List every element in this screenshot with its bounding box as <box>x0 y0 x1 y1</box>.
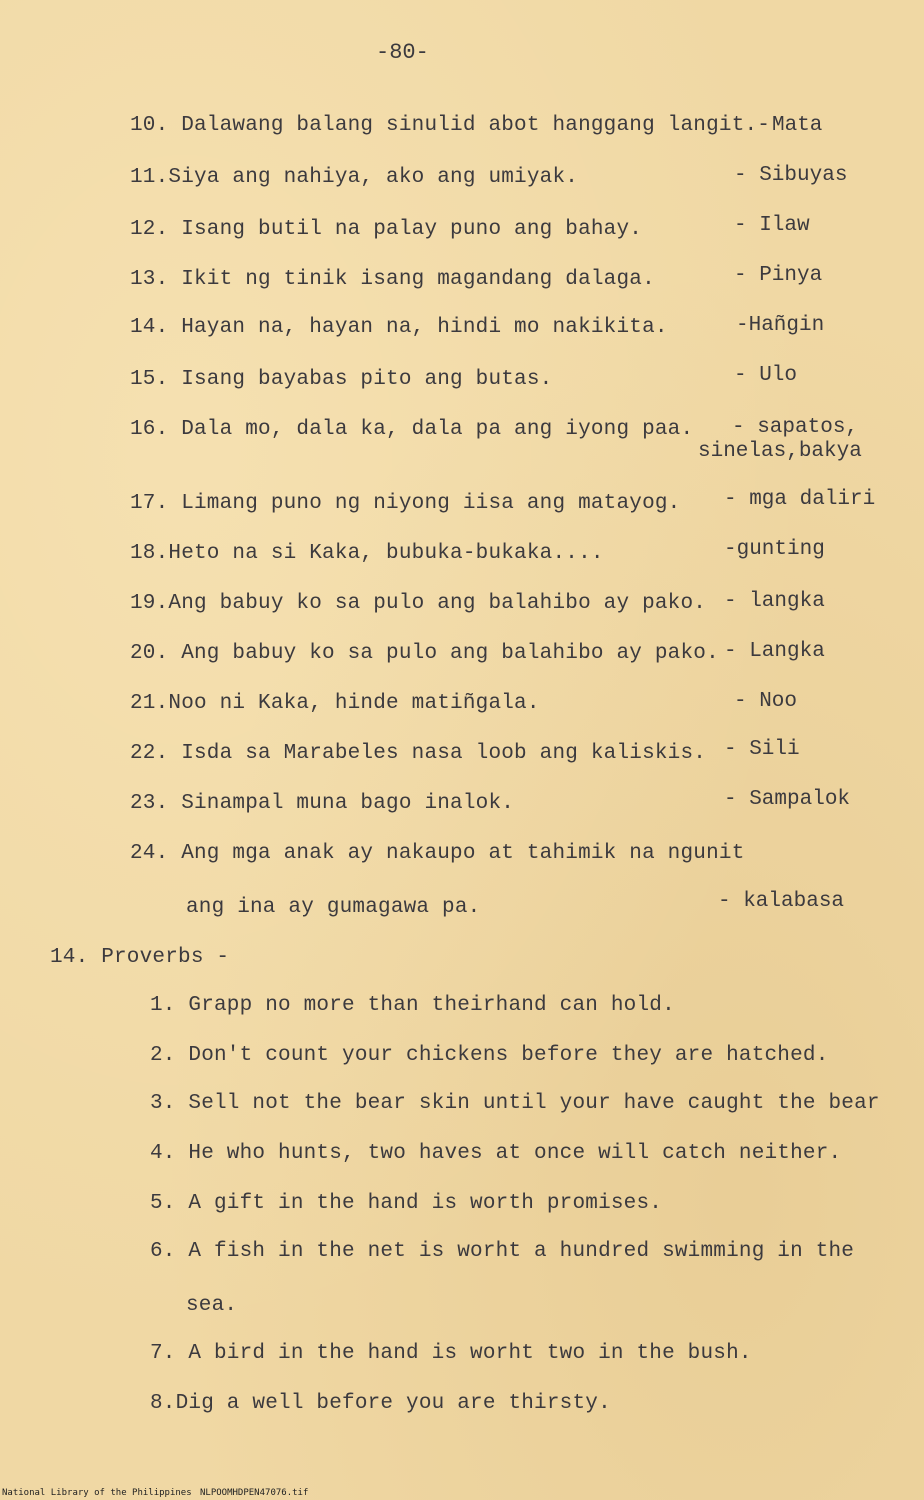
riddle-23-text: 23. Sinampal muna bago inalok. <box>130 792 515 815</box>
riddle-24-text-cont: ang ina ay gumagawa pa. <box>186 896 481 919</box>
riddle-16-answer-cont: sinelas,bakya <box>698 440 862 463</box>
riddle-21-text: 21.Noo ni Kaka, hinde matiñgala. <box>130 692 540 715</box>
riddle-13-answer: - Pinya <box>734 264 823 287</box>
riddle-14-answer: -Hañgin <box>736 314 825 337</box>
proverb-4: 4. He who hunts, two haves at once will catch neither. <box>150 1142 842 1165</box>
riddle-19-text: 19.Ang babuy ko sa pulo ang balahibo ay pako. <box>130 592 707 615</box>
riddle-18-text: 18.Heto na si Kaka, bubuka-bukaka.... <box>130 542 604 565</box>
riddle-10-answer: Mata <box>772 114 823 137</box>
footer-library: National Library of the Philippines <box>2 1488 192 1498</box>
riddle-14-text: 14. Hayan na, hayan na, hindi mo nakikita. <box>130 316 668 339</box>
riddle-15-answer: - Ulo <box>734 364 798 387</box>
page-number: -80- <box>376 40 429 65</box>
riddle-19-answer: - langka <box>724 590 825 613</box>
proverbs-heading: 14. Proverbs - <box>50 946 230 969</box>
riddle-15-text: 15. Isang bayabas pito ang butas. <box>130 368 553 391</box>
riddle-11-answer: - Sibuyas <box>734 164 848 187</box>
riddle-12-text: 12. Isang butil na palay puno ang bahay. <box>130 218 643 241</box>
riddle-17-text: 17. Limang puno ng niyong iisa ang matayog. <box>130 492 681 515</box>
proverb-7: 7. A bird in the hand is worht two in the bush. <box>150 1342 752 1365</box>
proverb-1: 1. Grapp no more than theirhand can hold. <box>150 994 675 1017</box>
riddle-21-answer: - Noo <box>734 690 798 713</box>
riddle-24-text: 24. Ang mga anak ay nakaupo at tahimik na ngunit <box>130 842 745 865</box>
proverb-6: 6. A fish in the net is worht a hundred swimming in the <box>150 1240 855 1263</box>
riddle-20-text: 20. Ang babuy ko sa pulo ang balahibo ay pako. <box>130 642 719 665</box>
proverb-2: 2. Don't count your chickens before they are hatched. <box>150 1044 829 1067</box>
riddle-18-answer: -gunting <box>724 538 825 561</box>
riddle-20-answer: - Langka <box>724 640 825 663</box>
riddle-13-text: 13. Ikit ng tinik isang magandang dalaga. <box>130 268 655 291</box>
riddle-24-answer: - kalabasa <box>718 890 845 913</box>
riddle-22-answer: - Sili <box>724 738 800 761</box>
riddle-16-text: 16. Dala mo, dala ka, dala pa ang iyong paa. <box>130 418 694 441</box>
riddle-17-answer: - mga daliri <box>724 488 876 511</box>
riddle-22-text: 22. Isda sa Marabeles nasa loob ang kaliskis. <box>130 742 707 765</box>
footer-filename: NLPOOMHDPEN47076.tif <box>200 1488 309 1498</box>
proverb-8: 8.Dig a well before you are thirsty. <box>150 1392 611 1415</box>
riddle-23-answer: - Sampalok <box>724 788 851 811</box>
riddle-12-answer: - Ilaw <box>734 214 810 237</box>
riddle-16-answer: - sapatos, <box>732 416 859 439</box>
proverb-3: 3. Sell not the bear skin until your have caught the bear <box>150 1092 880 1115</box>
proverb-6-cont: sea. <box>186 1294 238 1317</box>
riddle-11-text: 11.Siya ang nahiya, ako ang umiyak. <box>130 166 579 189</box>
proverb-5: 5. A gift in the hand is worth promises. <box>150 1192 663 1215</box>
riddle-10-text: 10. Dalawang balang sinulid abot hanggang langit.- <box>130 114 771 137</box>
